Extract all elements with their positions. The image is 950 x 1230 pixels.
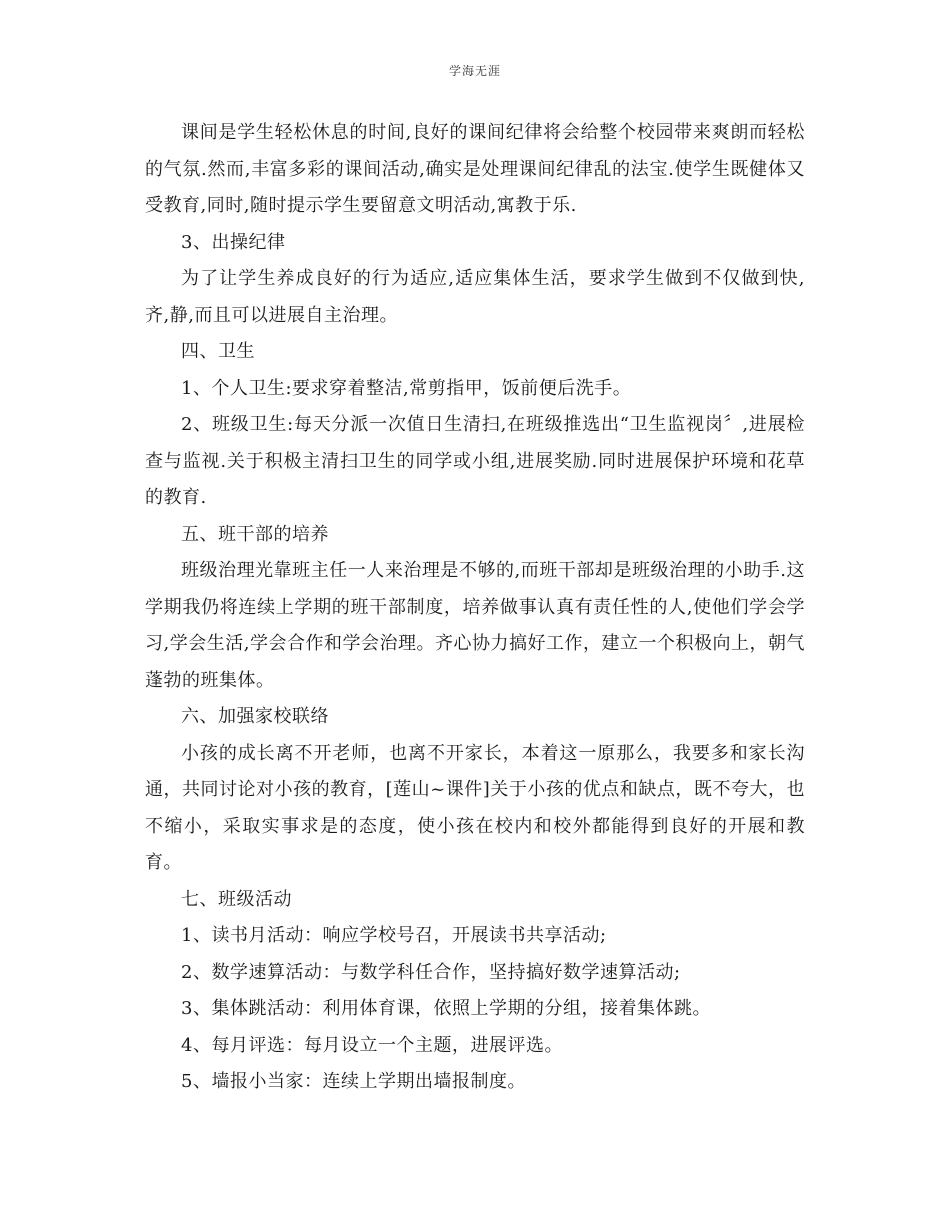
document-body xyxy=(145,115,805,1101)
paragraph-home-school: 小孩的成长离不开老师，也离不开家长，本着这一原那么，我要多和家长沟通，共同讨论对小孩的教育，[莲山~课件]关于小孩的优点和缺点，既不夸大，也不缩小，采取实事求是的态度，使小孩在校内和校外都能得到良好的开展和教育。 xyxy=(145,742,805,873)
paragraph-class-hygiene: 2、班级卫生:每天分派一次值日生清扫,在班级推选出“卫生监视岗〞,进展检查与监视.关于积极主清扫卫生的同学或小组,进展奖励.同时进展保护环境和花草的教育. xyxy=(145,414,805,508)
list-item-group-jump: 3、集体跳活动：利用体育课，依照上学期的分组，接着集体跳。 xyxy=(181,998,711,1019)
paragraph-personal-hygiene: 1、个人卫生:要求穿着整洁,常剪指甲，饭前便后洗手。 xyxy=(181,377,632,399)
list-item-math-speed: 2、数学速算活动：与数学科任合作，坚持搞好数学速算活动; xyxy=(181,961,681,983)
heading-class-cadre: 五、班干部的培养 xyxy=(181,523,329,545)
paragraph-recess-intro: 课间是学生轻松休息的时间,良好的课间纪律将会给整个校园带来爽朗而轻松的气氛.然而,丰富多彩的课间活动,确实是处理课间纪律乱的法宝.使学生既健体又受教育,同时,随时提示学生要留意文明活动,寓教于乐. xyxy=(145,122,805,216)
heading-home-school: 六、加强家校联络 xyxy=(181,706,329,727)
list-item-monthly-selection: 4、每月评选：每月设立一个主题，进展评选。 xyxy=(181,1034,563,1056)
page-header: 学海无涯 xyxy=(448,64,501,78)
paragraph-exercise-discipline: 为了让学生养成良好的行为适应,适应集体生活，要求学生做到不仅做到快,齐,静,而且可以进展自主治理。 xyxy=(145,268,805,326)
heading-exercise-discipline: 3、出操纪律 xyxy=(181,231,286,253)
list-item-reading-month: 1、读书月活动：响应学校号召，开展读书共享活动; xyxy=(181,925,607,946)
heading-class-activities: 七、班级活动 xyxy=(181,888,292,910)
list-item-wall-newspaper: 5、墙报小当家：连续上学期出墙报制度。 xyxy=(181,1071,526,1092)
heading-hygiene: 四、卫生 xyxy=(181,341,255,362)
paragraph-class-cadre: 班级治理光靠班主任一人来治理是不够的,而班干部却是班级治理的小助手.这学期我仍将连续上学期的班干部制度，培养做事认真有责任性的人,使他们学会学习,学会生活,学会合作和学会治理。齐心协力搞好工作，建立一个积极向上，朝气蓬勃的班集体。 xyxy=(145,560,805,691)
